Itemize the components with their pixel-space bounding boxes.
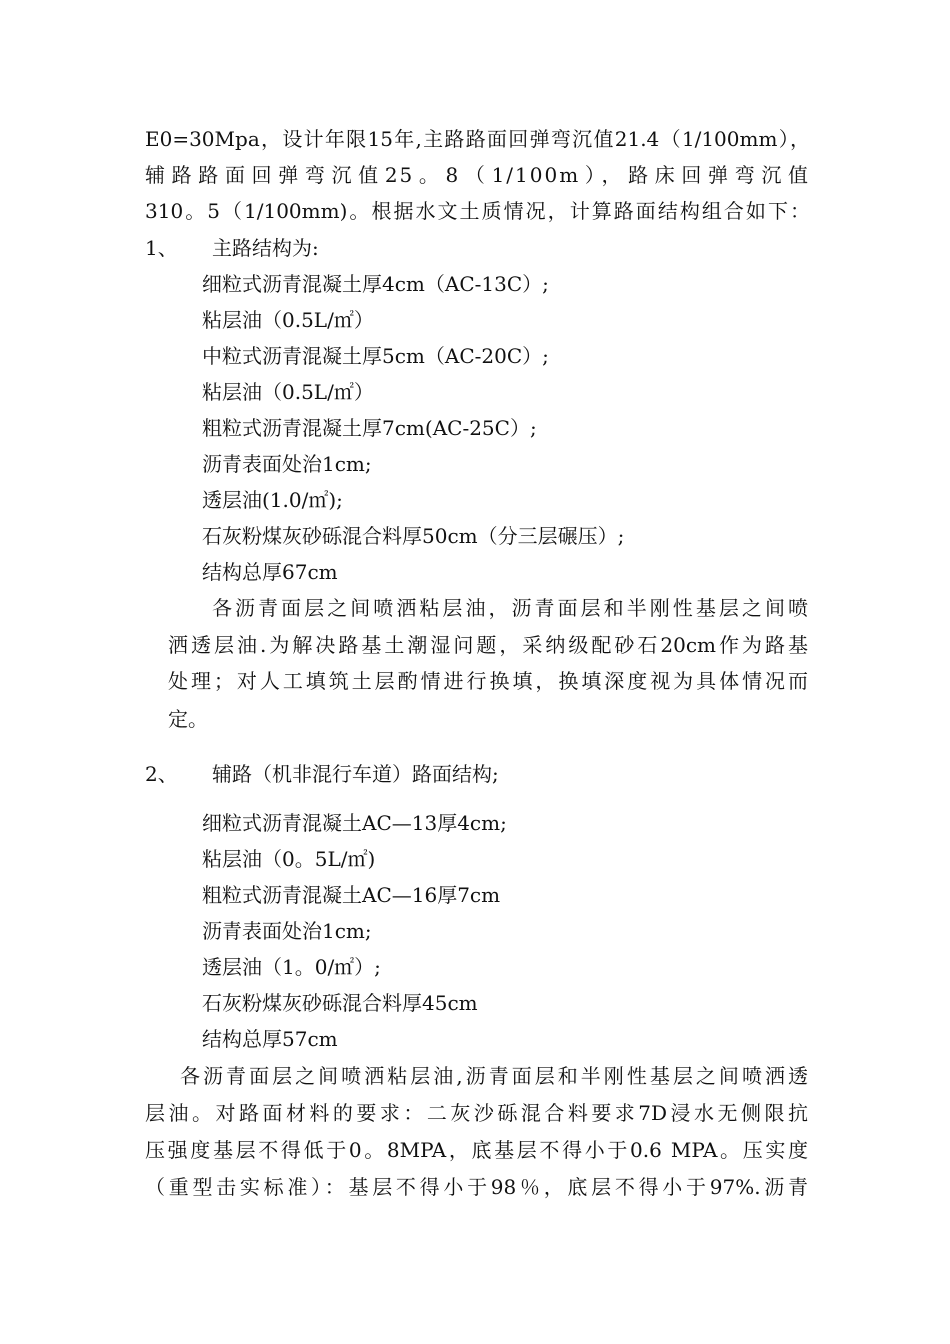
section2-number: 2、 (145, 762, 178, 786)
section1-item: 结构总厚67cm (202, 560, 338, 584)
section1-item: 透层油(1.0/㎡); (202, 488, 343, 512)
intro-line-3: 310。5（1/100mm)。根据水文土质情况，计算路面结构组合如下： (145, 199, 810, 223)
section1-item: 石灰粉煤灰砂砾混合料厚50cm（分三层碾压）; (202, 524, 625, 548)
section1-title: 主路结构为: (212, 236, 319, 260)
section2-note-line-1: 各沥青面层之间喷洒粘层油,沥青面层和半刚性基层之间喷洒透 (180, 1064, 808, 1088)
section2-note-line-3: 压强度基层不得低于0。8MPA，底基层不得小于0.6 MPA。压实度 (145, 1138, 808, 1162)
section2-item: 石灰粉煤灰砂砾混合料厚45cm (202, 991, 478, 1015)
section1-note-line-2: 洒透层油.为解决路基土潮湿问题，采纳级配砂石20cm作为路基 (168, 633, 808, 657)
section1-item: 粘层油（0.5L/㎡） (202, 380, 374, 404)
section1-item: 粘层油（0.5L/㎡） (202, 308, 374, 332)
section1-item: 细粒式沥青混凝土厚4cm（AC-13C）; (202, 272, 549, 296)
section1-number: 1、 (145, 236, 178, 260)
section2-item: 沥青表面处治1cm; (202, 919, 372, 943)
section2-item: 粘层油（0。5L/㎡) (202, 847, 376, 871)
section2-title: 辅路（机非混行车道）路面结构; (212, 762, 499, 786)
section2-item: 结构总厚57cm (202, 1027, 338, 1051)
section1-item: 中粒式沥青混凝土厚5cm（AC-20C）; (202, 344, 549, 368)
section1-note-line-4: 定。 (168, 707, 208, 731)
section2-note-line-4: （重型击实标准）：基层不得小于98％，底层不得小于97%.沥青 (145, 1175, 808, 1199)
section1-item: 粗粒式沥青混凝土厚7cm(AC-25C）; (202, 416, 537, 440)
section2-note-line-2: 层油。对路面材料的要求：二灰沙砾混合料要求7D浸水无侧限抗 (145, 1101, 808, 1125)
section2-item: 粗粒式沥青混凝土AC—16厚7cm (202, 883, 501, 907)
intro-line-1: E0=30Mpa，设计年限15年,主路路面回弹弯沉值21.4（1/100mm）， (145, 127, 810, 151)
section1-item: 沥青表面处治1cm; (202, 452, 372, 476)
section2-item: 细粒式沥青混凝土AC—13厚4cm; (202, 811, 507, 835)
section1-note-line-3: 处理；对人工填筑土层酌情进行换填，换填深度视为具体情况而 (168, 669, 808, 693)
intro-line-2: 辅路路面回弹弯沉值25。8（1/100m），路床回弹弯沉值 (145, 163, 810, 187)
section1-note-line-1: 各沥青面层之间喷洒粘层油，沥青面层和半刚性基层之间喷 (212, 596, 808, 620)
section2-item: 透层油（1。0/㎡）; (202, 955, 381, 979)
